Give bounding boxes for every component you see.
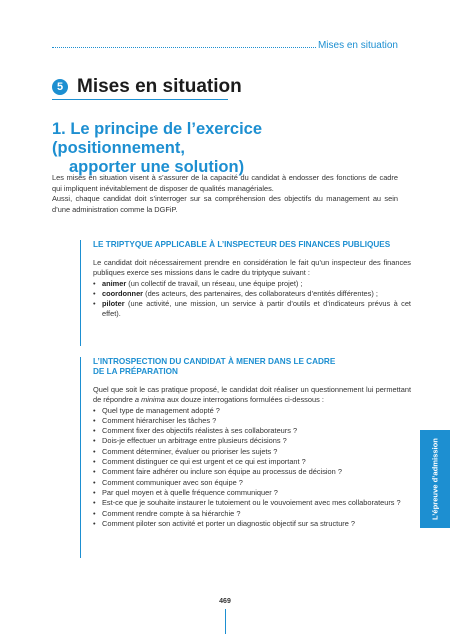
- list-item: • piloter (une activité, une mission, un service à partir d’outils et d’indicateurs prévus à cet effet).: [93, 299, 411, 320]
- chapter-underline: [52, 99, 228, 100]
- side-tab: [420, 430, 450, 528]
- side-tab-label: L’épreuve d’admission: [430, 438, 440, 520]
- chapter-title: Mises en situation: [77, 76, 242, 97]
- triptyque-text: Le candidat doit nécessairement prendre en considération le fait qu’un inspecteur des finances publiques exerce ses missions dans le cadre du triptyque suivant :: [93, 258, 411, 278]
- section-title-line2: apporter une solution): [69, 158, 245, 176]
- list-item: • Quel type de management adopté ?: [93, 406, 411, 416]
- list-item: • Comment hiérarchiser les tâches ?: [93, 416, 411, 426]
- list-item: • Comment fixer des objectifs réalistes à ses collaborateurs ?: [93, 426, 411, 436]
- list-item: • Comment déterminer, évaluer ou prioriser les sujets ?: [93, 447, 411, 457]
- questions-list: [93, 406, 411, 530]
- chapter-number-badge: 5: [52, 79, 68, 95]
- introspection-text: Quel que soit le cas pratique proposé, le candidat doit réaliser un questionnement lui permettant de répondre a minima aux douze interrogations formulées ci-dessous :: [93, 385, 411, 405]
- list-item: • Comment faire adhérer ou inclure son équipe au processus de décision ?: [93, 467, 411, 477]
- triptyque-box: [80, 240, 411, 346]
- section-title-line1: 1. Le principe de l’exercice (positionnement,: [52, 120, 263, 157]
- introspection-box: [80, 357, 411, 558]
- list-item: • Par quel moyen et à quelle fréquence communiquer ?: [93, 488, 411, 498]
- triptyque-list: [93, 279, 411, 320]
- intro-paragraph: [52, 173, 398, 215]
- running-title: Mises en situation: [317, 40, 398, 51]
- list-item: • coordonner (des acteurs, des partenaires, des collaborateurs d’entités différentes) ;: [93, 289, 411, 299]
- page-number: 469: [219, 598, 231, 605]
- section-title: [52, 120, 372, 177]
- list-item: • Comment piloter son activité et porter un diagnostic objectif sur sa structure ?: [93, 519, 411, 529]
- header-dotted-leader: [52, 47, 316, 48]
- list-item: • Dois-je effectuer un arbitrage entre plusieurs décisions ?: [93, 436, 411, 446]
- triptyque-title: LE TRIPTYQUE APPLICABLE À L’INSPECTEUR DES FINANCES PUBLIQUES: [93, 240, 391, 249]
- introspection-title: L’INTROSPECTION DU CANDIDAT À MENER DANS LE CADRE DE LA PRÉPARATION: [93, 357, 336, 376]
- running-header: [52, 40, 398, 52]
- list-item: • Comment distinguer ce qui est urgent et ce qui est important ?: [93, 457, 411, 467]
- footer-rule: [225, 609, 226, 634]
- intro-text-1: Les mises en situation visent à s’assurer de la capacité du candidat à endosser des fonctions de cadre qui impliquent inévitablement de disposer de qualités managériales.: [52, 173, 398, 193]
- list-item: • Comment communiquer avec son équipe ?: [93, 478, 411, 488]
- list-item: • Comment rendre compte à sa hiérarchie ?: [93, 509, 411, 519]
- list-item: • animer (un collectif de travail, un réseau, une équipe projet) ;: [93, 279, 411, 289]
- intro-text-2: Aussi, chaque candidat doit s’interroger sur sa compréhension des objectifs du management au sein d’une administration comme la DGFiP.: [52, 194, 398, 214]
- chapter-heading: [52, 76, 242, 98]
- list-item: • Est-ce que je souhaite instaurer le tutoiement ou le vouvoiement avec mes collaborateurs ?: [93, 498, 411, 508]
